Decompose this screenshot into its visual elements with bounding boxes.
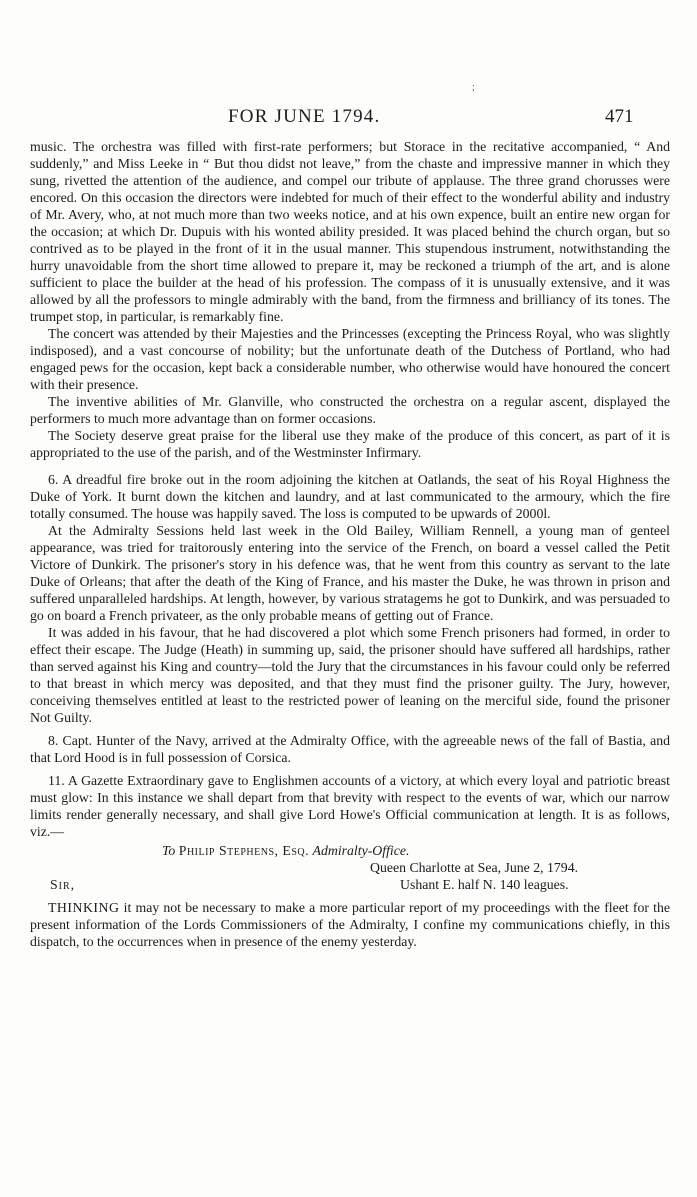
letter-dateline: Queen Charlotte at Sea, June 2, 1794. xyxy=(370,860,579,875)
paragraph-admiralty-sessions: At the Admiralty Sessions held last week in the Old Bailey, William Rennell, a young man of genteel appearance, was tried for traitorously entering into the service of the French, on board a vessel called the Petit Victore of Dunkirk. The prisoner's story in his defence was, that he went from this country as servant to the late Duke of Orleans; that after the death of the King of France, and his master the Duke, he was thrown in prison and suffered unparalleled hardships. At length, however, by various stratagems he got to Dunkirk, and was persuaded to go on board a French privateer, as the only probable means of getting out of France. xyxy=(30,523,670,623)
paragraph-letter-opening xyxy=(30,899,670,950)
letter-opening-word: THINKING xyxy=(48,900,120,915)
letter-addressee xyxy=(162,842,409,859)
paragraph-verdict: It was added in his favour, that he had discovered a plot which some French prisoners had formed, in order to effect their escape. The Judge (Heath) in summing up, said, the prisoner should have suffered all hardships, rather than served against his King and country—told the Jury that the circumstances in his favour could only be referred to that breast in which mercy was deposited, and that they must find the prisoner guilty. The Jury, however, conceiving themselves entitled at least to the restricted power of leaning on the merciful side, found the prisoner Not Guilty. xyxy=(30,625,670,725)
letter-heading xyxy=(30,842,670,893)
paragraph-glanville-orchestra: The inventive abilities of Mr. Glanville, who constructed the orchestra on a regular ascent, displayed the performers to much more advantage than on former occasions. xyxy=(30,394,670,426)
letter-opening-text: it may not be necessary to make a more particular report of my proceedings with the fleet for the present information of the Lords Commissioners of the Admiralty, I confine my communications chiefly, in this dispatch, to the occurrences when in presence of the enemy yesterday. xyxy=(30,900,670,949)
page-header xyxy=(0,106,697,130)
paragraph-oatlands-fire: 6. A dreadful fire broke out in the room adjoining the kitchen at Oatlands, the seat of his Royal Highness the Duke of York. It burnt down the kitchen and laundry, and at last communicated to the armoury, which the fire totally consumed. The house was happily saved. The loss is computed to be upwards of 2000l. xyxy=(30,472,670,521)
article-body xyxy=(30,138,670,950)
paragraph-music-concert: music. The orchestra was filled with first-rate performers; but Storace in the recitative accompanied, “ And suddenly,” and Miss Leeke in “ But thou didst not leave,” from the chaste and impressive manner in which they sung, rivetted the attention of the audience, and compel our tribute of applause. The three grand chorusses were encored. On this occasion the directors were indebted for much of their effect to the wonderful ability and industry of Mr. Avery, who, at not much more than two weeks notice, and at his own expence, built an entire new organ for the occasion; at which Dr. Dupuis with his wonted ability presided. It was placed behind the church organ, but so contrived as to be played in the front of it in the usual manner. This stupendous instrument, notwithstanding the hurry unavoidable from the short time allowed to prepare it, may be reckoned a triumph of the art, and is alone sufficient to place the builder at the head of his profession. The compass of it is unusually extensive, and it was allowed by all the professors to mingle admirably with the band, from the firmness and brilliancy of its tones. The trumpet stop, in particular, is remarkably fine. xyxy=(30,139,670,324)
stray-mark: ; xyxy=(472,82,475,93)
paragraph-gazette-extraordinary: 11. A Gazette Extraordinary gave to Englishmen accounts of a victory, at which every loyal and patriotic breast must glow: In this instance we shall depart from that brevity with respect to the events of war, which our narrow limits render generally necessary, and shall give Lord Howe's Official communication at length. It is as follows, viz.— xyxy=(30,773,670,839)
letter-position: Ushant E. half N. 140 leagues. xyxy=(400,877,569,892)
running-head: FOR JUNE 1794. xyxy=(228,106,381,127)
addressee-to: To xyxy=(162,843,176,858)
page-number: 471 xyxy=(605,106,634,127)
paragraph-society-praise: The Society deserve great praise for the liberal use they make of the produce of this concert, as part of it is appropriated to the use of the parish, and of the Westminster Infirmary. xyxy=(30,428,670,460)
letter-salutation: Sir, xyxy=(50,877,76,892)
addressee-name: Philip Stephens, Esq. xyxy=(178,843,310,858)
addressee-office: Admiralty-Office. xyxy=(312,843,410,858)
paragraph-royal-attendance: The concert was attended by their Majesties and the Princesses (excepting the Princess Royal, who was slightly indisposed), and a vast concourse of nobility; but the unfortunate death of the Dutchess of Portland, who had engaged pews for the occasion, kept back a considerable number, who otherwise would have honoured the concert with their presence. xyxy=(30,326,670,392)
paragraph-bastia-news: 8. Capt. Hunter of the Navy, arrived at the Admiralty Office, with the agreeable news of the fall of Bastia, and that Lord Hood is in full possession of Corsica. xyxy=(30,733,670,765)
